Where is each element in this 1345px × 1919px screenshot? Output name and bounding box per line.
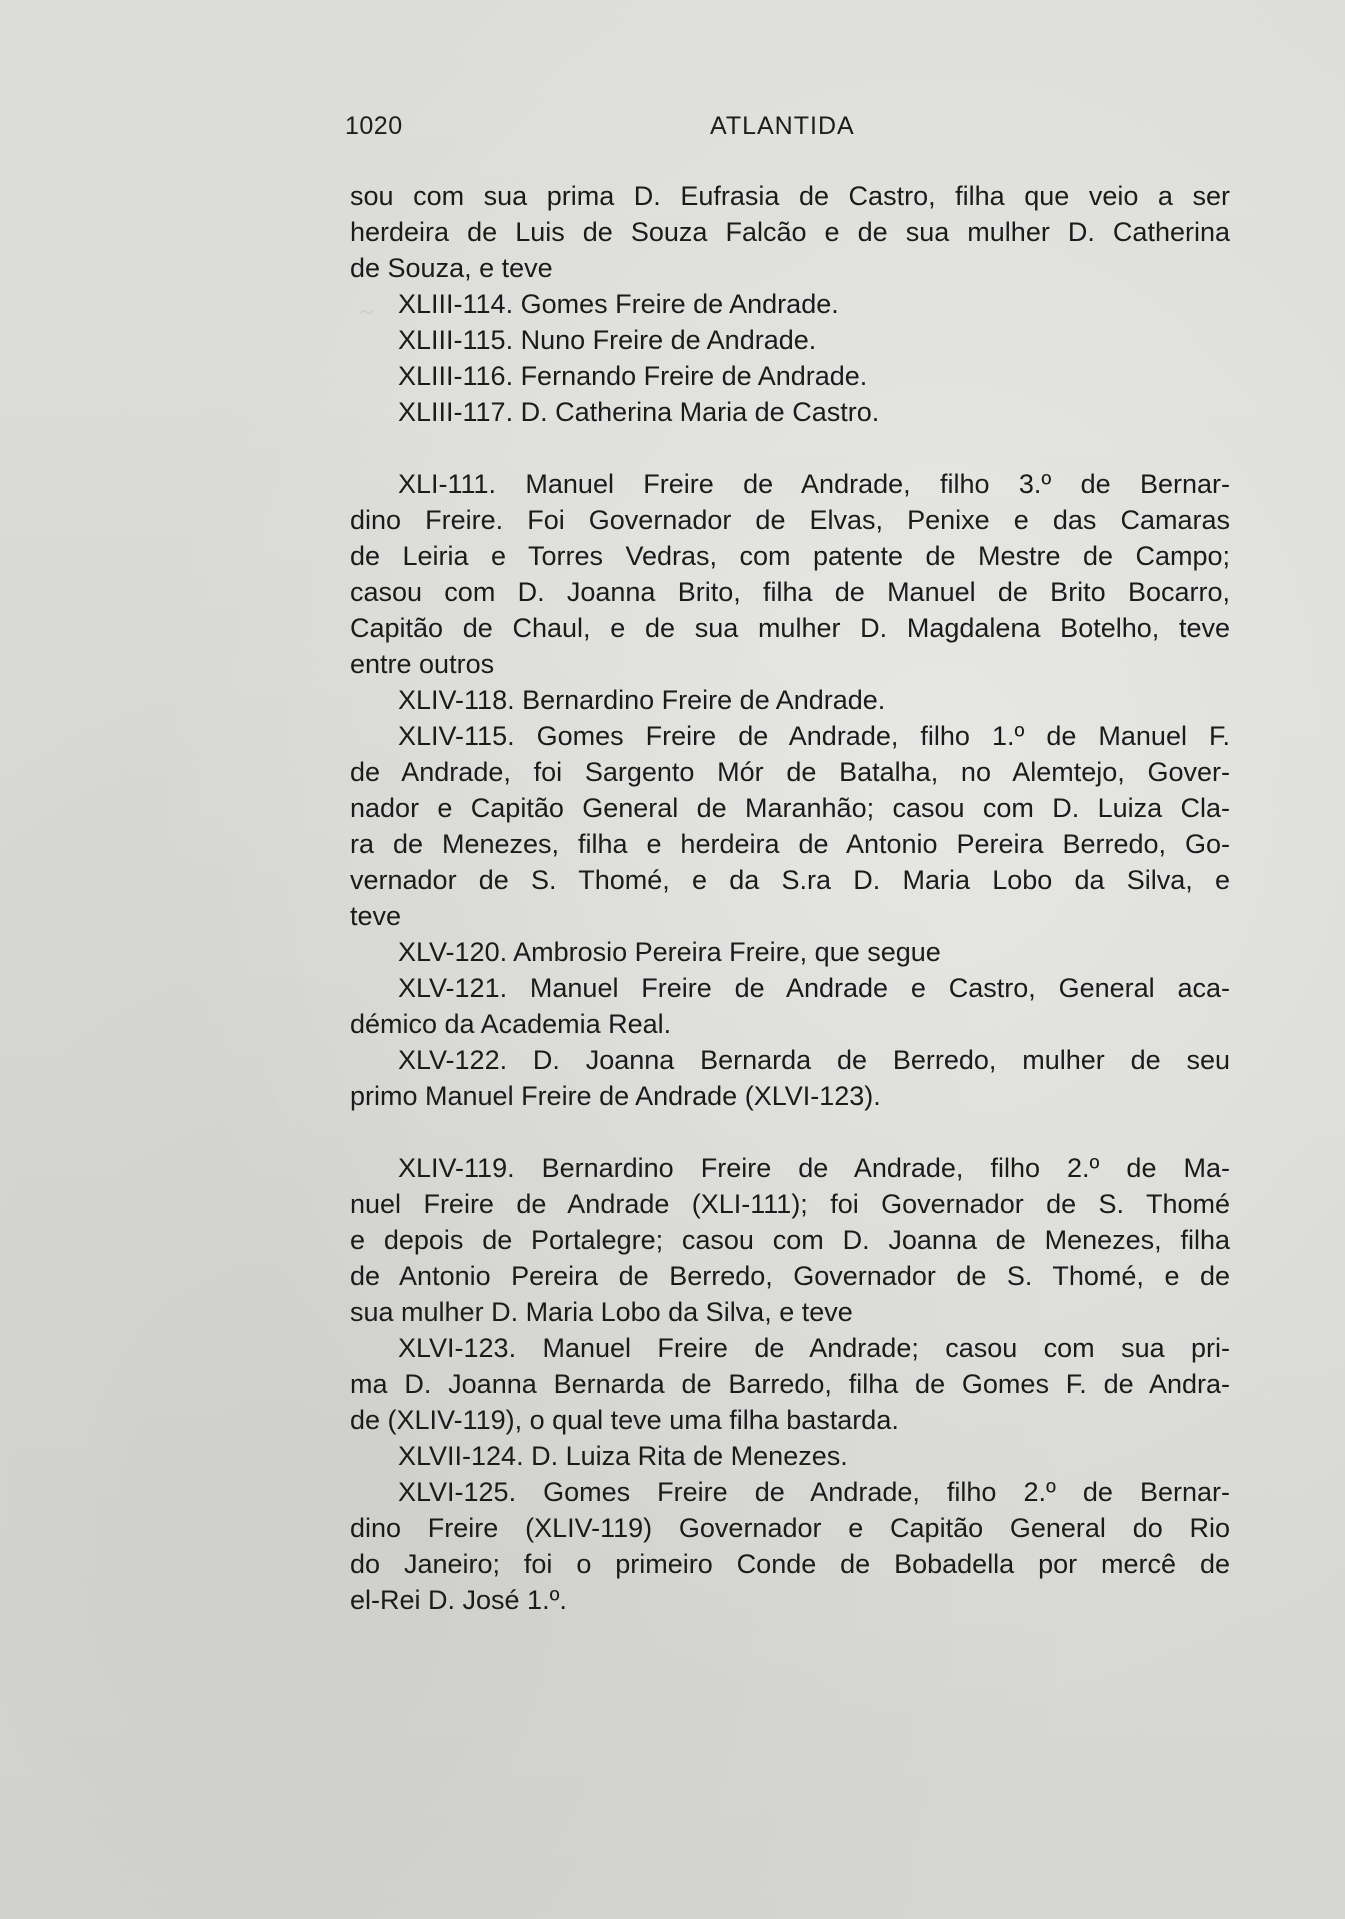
- text-line: herdeira de Luis de Souza Falcão e de sua mulher D. Catherina: [350, 217, 1230, 247]
- text-line: sua mulher D. Maria Lobo da Silva, e teve: [350, 1297, 853, 1327]
- text-line: de Souza, e teve: [350, 253, 553, 283]
- text-line: e depois de Portalegre; casou com D. Joanna de Menezes, filha: [350, 1225, 1230, 1255]
- body-text: [350, 178, 1230, 1618]
- text-line: XLV-121. Manuel Freire de Andrade e Castro, General aca-: [398, 973, 1230, 1003]
- text-line: vernador de S. Thomé, e da S.ra D. Maria Lobo da Silva, e: [350, 865, 1230, 895]
- text-line: démico da Academia Real.: [350, 1009, 672, 1039]
- text-line: nador e Capitão General de Maranhão; casou com D. Luiza Cla-: [350, 793, 1230, 823]
- running-head: [345, 112, 1240, 152]
- text-line: de Leiria e Torres Vedras, com patente de Mestre de Campo;: [350, 541, 1230, 571]
- text-line: primo Manuel Freire de Andrade (XLVI-123).: [350, 1081, 881, 1111]
- text-line: de Antonio Pereira de Berredo, Governador de S. Thomé, e de: [350, 1261, 1230, 1291]
- text-line: nuel Freire de Andrade (XLI-111); foi Governador de S. Thomé: [350, 1189, 1230, 1219]
- text-line: XLIV-119. Bernardino Freire de Andrade, filho 2.º de Ma-: [398, 1153, 1230, 1183]
- genealogy-entry: XLIII-115. Nuno Freire de Andrade.: [398, 325, 817, 355]
- text-line: XLIV-115. Gomes Freire de Andrade, filho 1.º de Manuel F.: [398, 721, 1230, 751]
- text-line: casou com D. Joanna Brito, filha de Manuel de Brito Bocarro,: [350, 577, 1230, 607]
- text-line: XLVI-123. Manuel Freire de Andrade; casou com sua pri-: [398, 1333, 1230, 1363]
- text-line: XLVI-125. Gomes Freire de Andrade, filho 2.º de Bernar-: [398, 1477, 1230, 1507]
- running-title: ATLANTIDA: [710, 112, 855, 140]
- text-line: sou com sua prima D. Eufrasia de Castro, filha que veio a ser: [350, 181, 1230, 211]
- genealogy-entry: XLIII-114. Gomes Freire de Andrade.: [398, 289, 839, 319]
- text-line: el-Rei D. José 1.º.: [350, 1585, 567, 1615]
- genealogy-entry: XLV-120. Ambrosio Pereira Freire, que segue: [398, 937, 941, 967]
- text-line: dino Freire. Foi Governador de Elvas, Penixe e das Camaras: [350, 505, 1230, 535]
- text-line: ma D. Joanna Bernarda de Barredo, filha de Gomes F. de Andra-: [350, 1369, 1230, 1399]
- text-line: XLI-111. Manuel Freire de Andrade, filho 3.º de Bernar-: [398, 469, 1230, 499]
- text-line: XLV-122. D. Joanna Bernarda de Berredo, mulher de seu: [398, 1045, 1230, 1075]
- text-line: do Janeiro; foi o primeiro Conde de Bobadella por mercê de: [350, 1549, 1230, 1579]
- text-line: dino Freire (XLIV-119) Governador e Capitão General do Rio: [350, 1513, 1230, 1543]
- paragraph-gap: [350, 430, 1230, 466]
- show-through-texture: ~: [360, 300, 373, 326]
- paragraph-gap: [350, 1114, 1230, 1150]
- genealogy-entry: XLIII-116. Fernando Freire de Andrade.: [398, 361, 868, 391]
- text-line: entre outros: [350, 649, 495, 679]
- text-line: de (XLIV-119), o qual teve uma filha bastarda.: [350, 1405, 899, 1435]
- text-line: teve: [350, 901, 402, 931]
- text-line: ra de Menezes, filha e herdeira de Antonio Pereira Berredo, Go-: [350, 829, 1230, 859]
- page-number: 1020: [345, 112, 403, 140]
- text-line: Capitão de Chaul, e de sua mulher D. Magdalena Botelho, teve: [350, 613, 1230, 643]
- genealogy-entry: XLIII-117. D. Catherina Maria de Castro.: [398, 397, 880, 427]
- text-line: de Andrade, foi Sargento Mór de Batalha, no Alemtejo, Gover-: [350, 757, 1230, 787]
- genealogy-entry: XLVII-124. D. Luiza Rita de Menezes.: [398, 1441, 848, 1471]
- genealogy-entry: XLIV-118. Bernardino Freire de Andrade.: [398, 685, 886, 715]
